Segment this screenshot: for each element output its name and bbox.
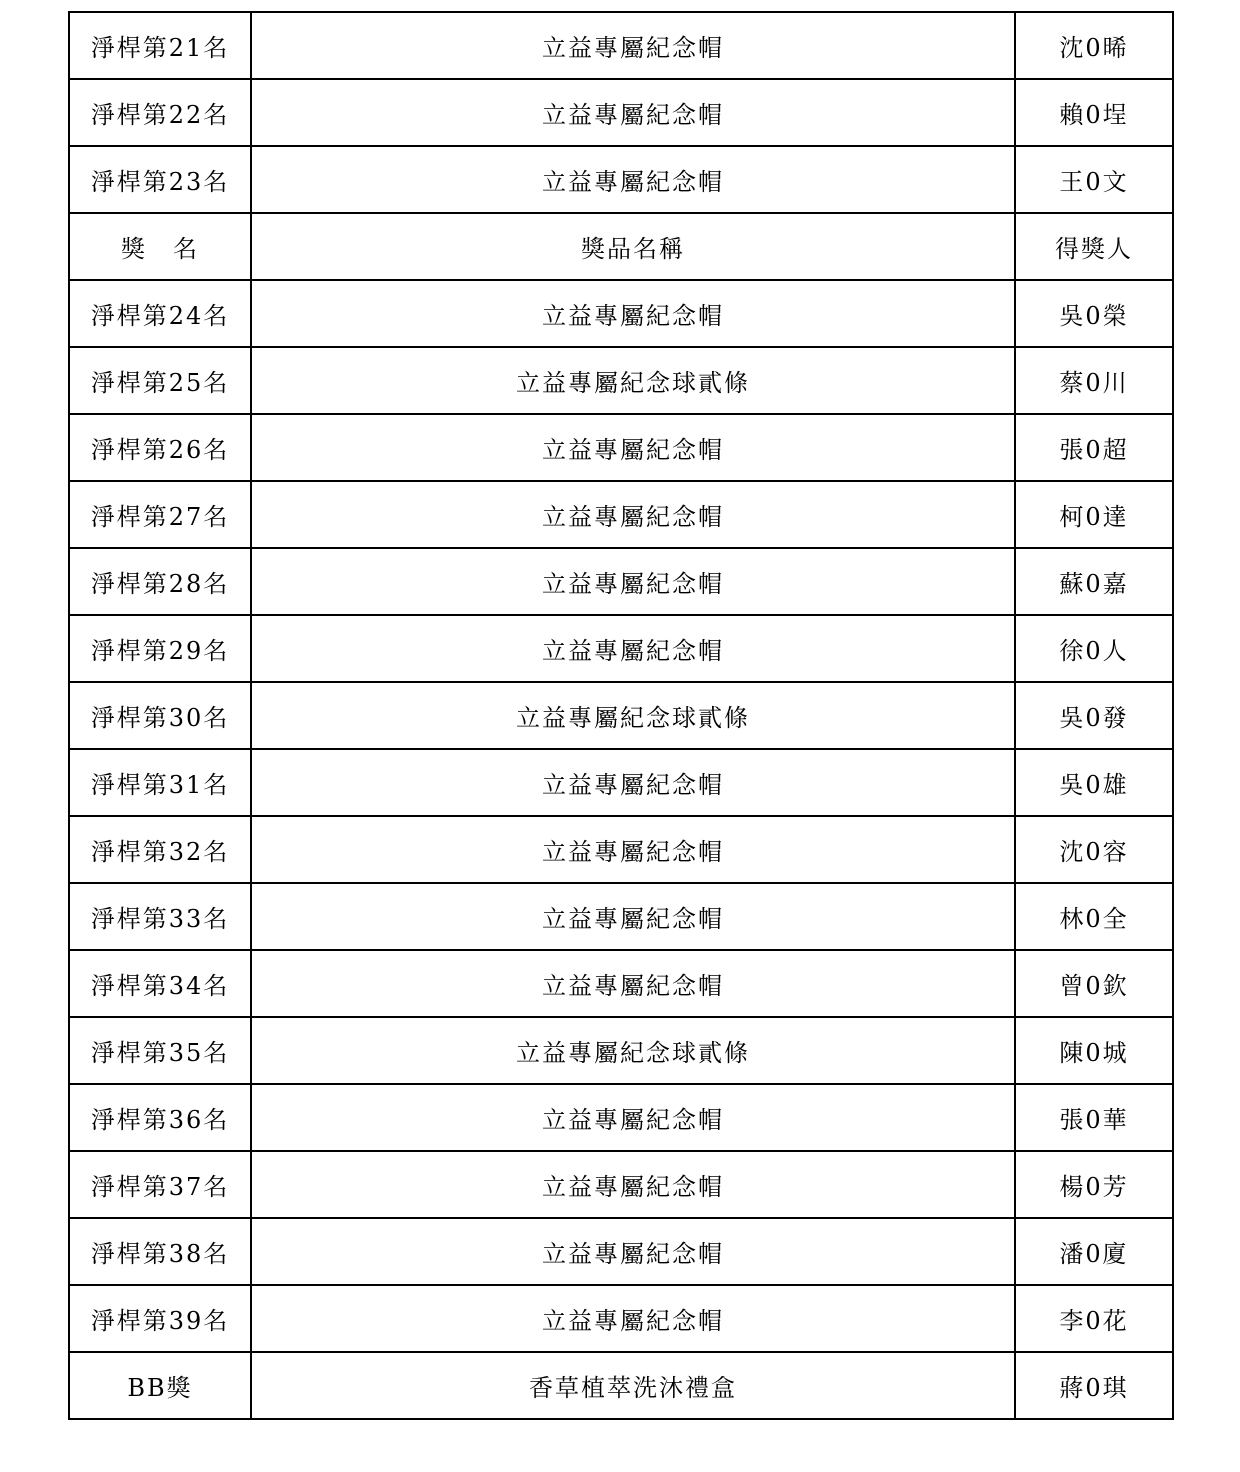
winner-cell: 蘇0嘉 <box>1015 548 1173 615</box>
winner-cell: 張0華 <box>1015 1084 1173 1151</box>
winner-cell: 潘0廈 <box>1015 1218 1173 1285</box>
winner-cell: 沈0晞 <box>1015 12 1173 79</box>
prize-cell: 立益專屬紀念帽 <box>251 146 1015 213</box>
winner-cell: 曾0欽 <box>1015 950 1173 1017</box>
table-row <box>69 146 1173 213</box>
winner-header: 得獎人 <box>1015 213 1173 280</box>
rank-cell: 淨桿第38名 <box>69 1218 251 1285</box>
prize-table-body <box>69 12 1173 1419</box>
winner-cell: 林0全 <box>1015 883 1173 950</box>
rank-cell: 淨桿第22名 <box>69 79 251 146</box>
table-row <box>69 414 1173 481</box>
rank-cell: 淨桿第31名 <box>69 749 251 816</box>
winner-cell: 蔡0川 <box>1015 347 1173 414</box>
prize-cell: 立益專屬紀念帽 <box>251 1285 1015 1352</box>
rank-cell: 淨桿第35名 <box>69 1017 251 1084</box>
winner-cell: 楊0芳 <box>1015 1151 1173 1218</box>
rank-cell: 淨桿第34名 <box>69 950 251 1017</box>
prize-cell: 立益專屬紀念帽 <box>251 1084 1015 1151</box>
table-row <box>69 1285 1173 1352</box>
table-row <box>69 1352 1173 1419</box>
prize-cell: 香草植萃洗沐禮盒 <box>251 1352 1015 1419</box>
winner-cell: 陳0城 <box>1015 1017 1173 1084</box>
rank-cell: BB獎 <box>69 1352 251 1419</box>
prize-cell: 立益專屬紀念帽 <box>251 12 1015 79</box>
table-row <box>69 280 1173 347</box>
prize-cell: 立益專屬紀念帽 <box>251 615 1015 682</box>
table-row <box>69 950 1173 1017</box>
prize-table <box>68 11 1174 1420</box>
prize-cell: 立益專屬紀念帽 <box>251 816 1015 883</box>
prize-cell: 立益專屬紀念帽 <box>251 950 1015 1017</box>
rank-cell: 淨桿第30名 <box>69 682 251 749</box>
winner-cell: 吳0榮 <box>1015 280 1173 347</box>
prize-cell: 立益專屬紀念帽 <box>251 280 1015 347</box>
rank-cell: 淨桿第21名 <box>69 12 251 79</box>
prize-cell: 立益專屬紀念帽 <box>251 749 1015 816</box>
rank-cell: 淨桿第32名 <box>69 816 251 883</box>
winner-cell: 蔣0琪 <box>1015 1352 1173 1419</box>
prize-cell: 立益專屬紀念帽 <box>251 481 1015 548</box>
table-row <box>69 1218 1173 1285</box>
table-row <box>69 749 1173 816</box>
rank-cell: 淨桿第37名 <box>69 1151 251 1218</box>
table-row <box>69 347 1173 414</box>
rank-cell: 淨桿第36名 <box>69 1084 251 1151</box>
rank-cell: 淨桿第24名 <box>69 280 251 347</box>
prize-cell: 立益專屬紀念球貳條 <box>251 347 1015 414</box>
winner-cell: 沈0容 <box>1015 816 1173 883</box>
winner-cell: 張0超 <box>1015 414 1173 481</box>
winner-cell: 吳0雄 <box>1015 749 1173 816</box>
winner-cell: 王0文 <box>1015 146 1173 213</box>
winner-cell: 李0花 <box>1015 1285 1173 1352</box>
rank-cell: 淨桿第29名 <box>69 615 251 682</box>
rank-cell: 淨桿第23名 <box>69 146 251 213</box>
table-row <box>69 481 1173 548</box>
prize-cell: 立益專屬紀念球貳條 <box>251 1017 1015 1084</box>
table-row <box>69 12 1173 79</box>
rank-cell: 淨桿第33名 <box>69 883 251 950</box>
table-row <box>69 79 1173 146</box>
rank-cell: 淨桿第25名 <box>69 347 251 414</box>
table-row <box>69 816 1173 883</box>
winner-cell: 吳0發 <box>1015 682 1173 749</box>
rank-cell: 淨桿第28名 <box>69 548 251 615</box>
table-row <box>69 682 1173 749</box>
rank-cell: 淨桿第26名 <box>69 414 251 481</box>
table-row <box>69 1151 1173 1218</box>
prize-cell: 立益專屬紀念球貳條 <box>251 682 1015 749</box>
table-row <box>69 548 1173 615</box>
rank-cell: 淨桿第39名 <box>69 1285 251 1352</box>
table-row <box>69 1017 1173 1084</box>
rank-cell: 淨桿第27名 <box>69 481 251 548</box>
prize-cell: 立益專屬紀念帽 <box>251 79 1015 146</box>
prize-cell: 立益專屬紀念帽 <box>251 414 1015 481</box>
table-row <box>69 883 1173 950</box>
prize-header: 獎品名稱 <box>251 213 1015 280</box>
prize-cell: 立益專屬紀念帽 <box>251 1151 1015 1218</box>
table-header-row <box>69 213 1173 280</box>
winner-cell: 徐0人 <box>1015 615 1173 682</box>
table-row <box>69 1084 1173 1151</box>
table-row <box>69 615 1173 682</box>
winner-cell: 賴0埕 <box>1015 79 1173 146</box>
winner-cell: 柯0達 <box>1015 481 1173 548</box>
rank-header: 獎 名 <box>69 213 251 280</box>
prize-cell: 立益專屬紀念帽 <box>251 883 1015 950</box>
prize-cell: 立益專屬紀念帽 <box>251 1218 1015 1285</box>
prize-cell: 立益專屬紀念帽 <box>251 548 1015 615</box>
